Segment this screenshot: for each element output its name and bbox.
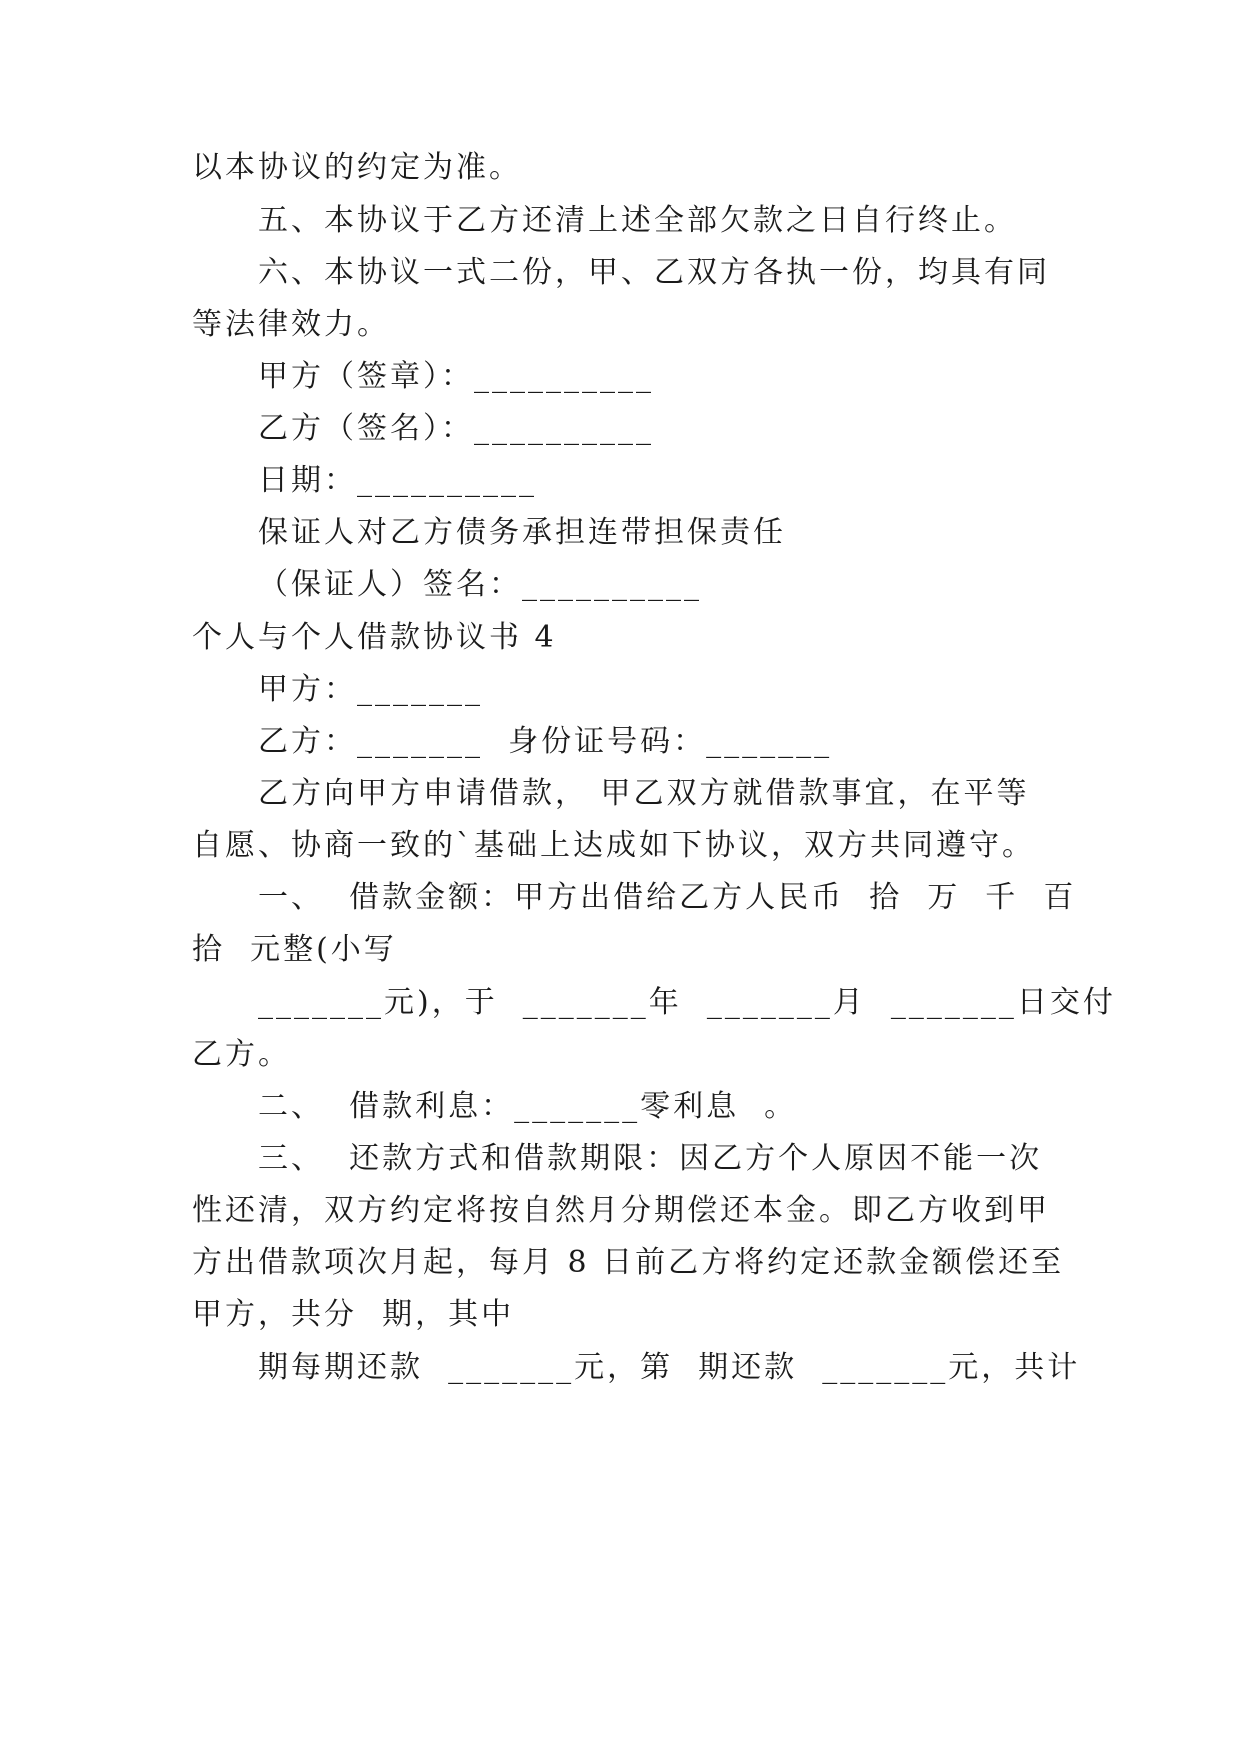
text-line: _______元)，于 _______年 _______月 _______日交付 <box>258 985 1116 1020</box>
clause-three: 三、 还款方式和借款期限：因乙方个人原因不能一次 <box>258 1141 1043 1176</box>
party-b-signature-line: 乙方（签名）：__________ <box>258 411 654 446</box>
party-b-id-line: 乙方：_______ 身份证号码：_______ <box>258 724 833 759</box>
text-line: 乙方。 <box>192 1037 291 1072</box>
clause-five: 五、本协议于乙方还清上述全部欠款之日自行终止。 <box>258 203 1017 238</box>
guarantor-statement: 保证人对乙方债务承担连带担保责任 <box>258 515 786 550</box>
section-title: 个人与个人借款协议书 4 <box>192 620 557 655</box>
clause-one: 一、 借款金额：甲方出借给乙方人民币 拾 万 千 百 <box>258 880 1077 915</box>
text-line: 方出借款项次月起，每月 8 日前乙方将约定还款金额偿还至 <box>192 1245 1065 1280</box>
text-line: 拾 元整(小写 <box>192 932 397 967</box>
date-line: 日期：__________ <box>258 463 537 498</box>
text-line: 性还清，双方约定将按自然月分期偿还本金。即乙方收到甲 <box>192 1193 1050 1228</box>
preamble: 乙方向甲方申请借款， 甲乙双方就借款事宜，在平等 <box>258 776 1030 811</box>
clause-two: 二、 借款利息：_______零利息 。 <box>258 1089 798 1124</box>
party-a-line: 甲方：_______ <box>258 672 483 707</box>
party-a-signature-line: 甲方（签章）：__________ <box>258 359 654 394</box>
text-line: 期每期还款 _______元，第 期还款 _______元，共计 <box>258 1350 1081 1385</box>
clause-six: 六、本协议一式二份，甲、乙双方各执一份，均具有同 <box>258 255 1050 290</box>
text-line: 自愿、协商一致的`基础上达成如下协议，双方共同遵守。 <box>192 828 1035 863</box>
text-line: 以本协议的约定为准。 <box>192 150 522 185</box>
text-line: 等法律效力。 <box>192 307 390 342</box>
text-line: 甲方，共分 期，其中 <box>192 1297 515 1332</box>
guarantor-signature-line: （保证人）签名：__________ <box>258 567 702 602</box>
